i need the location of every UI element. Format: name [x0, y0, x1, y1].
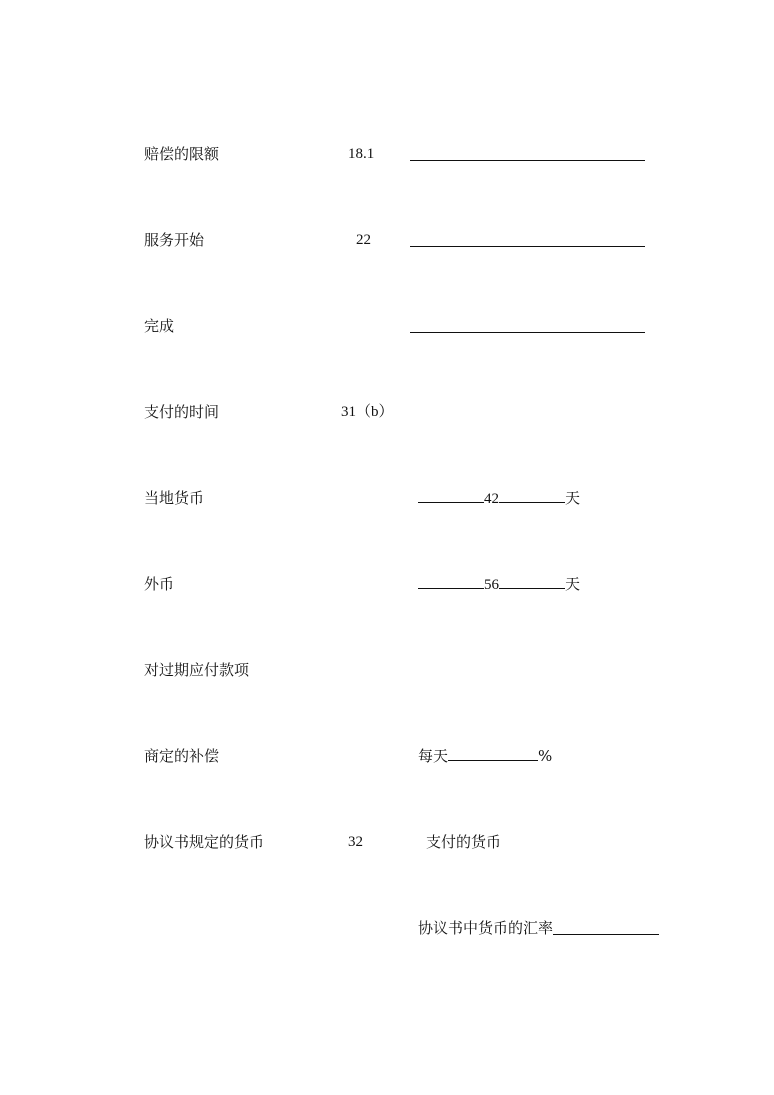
- payment-currency-text: 支付的货币: [426, 833, 502, 851]
- label-payment-time: 支付的时间: [144, 403, 220, 421]
- local-currency-days: [418, 488, 580, 509]
- per-day-prefix: 每天: [418, 747, 449, 765]
- clause-ref-service-start: 22: [356, 232, 371, 248]
- percent-suffix: %: [538, 747, 553, 765]
- clause-ref-agreement-currency: 32: [348, 834, 363, 850]
- label-overdue-payments: 对过期应付款项: [144, 661, 250, 679]
- foreign-currency-days-value: 56: [484, 577, 499, 593]
- blank-line[interactable]: [499, 574, 565, 589]
- fill-line-exchange-rate[interactable]: [553, 934, 659, 935]
- blank-line-rate[interactable]: [448, 746, 538, 761]
- blank-line[interactable]: [418, 574, 484, 589]
- clause-ref-payment-time: 31（b）: [341, 404, 394, 420]
- local-currency-days-unit: 天: [565, 489, 581, 507]
- label-service-start: 服务开始: [144, 231, 205, 249]
- fill-line-compensation-limit[interactable]: [410, 160, 645, 161]
- label-agreed-compensation: 商定的补偿: [144, 747, 220, 765]
- label-agreement-currency: 协议书规定的货币: [144, 833, 265, 851]
- label-local-currency: 当地货币: [144, 489, 205, 507]
- agreed-compensation-rate: [418, 746, 552, 766]
- clause-ref-compensation-limit: 18.1: [348, 146, 375, 162]
- local-currency-days-value: 42: [484, 491, 499, 507]
- fill-line-completion[interactable]: [410, 332, 645, 333]
- label-foreign-currency: 外币: [144, 575, 175, 593]
- exchange-rate-text: 协议书中货币的汇率: [418, 919, 554, 937]
- foreign-currency-days-unit: 天: [565, 575, 581, 593]
- label-completion: 完成: [144, 317, 175, 335]
- fill-line-service-start[interactable]: [410, 246, 645, 247]
- label-compensation-limit: 赔偿的限额: [144, 145, 220, 163]
- blank-line[interactable]: [499, 488, 565, 503]
- blank-line[interactable]: [418, 488, 484, 503]
- foreign-currency-days: [418, 574, 580, 595]
